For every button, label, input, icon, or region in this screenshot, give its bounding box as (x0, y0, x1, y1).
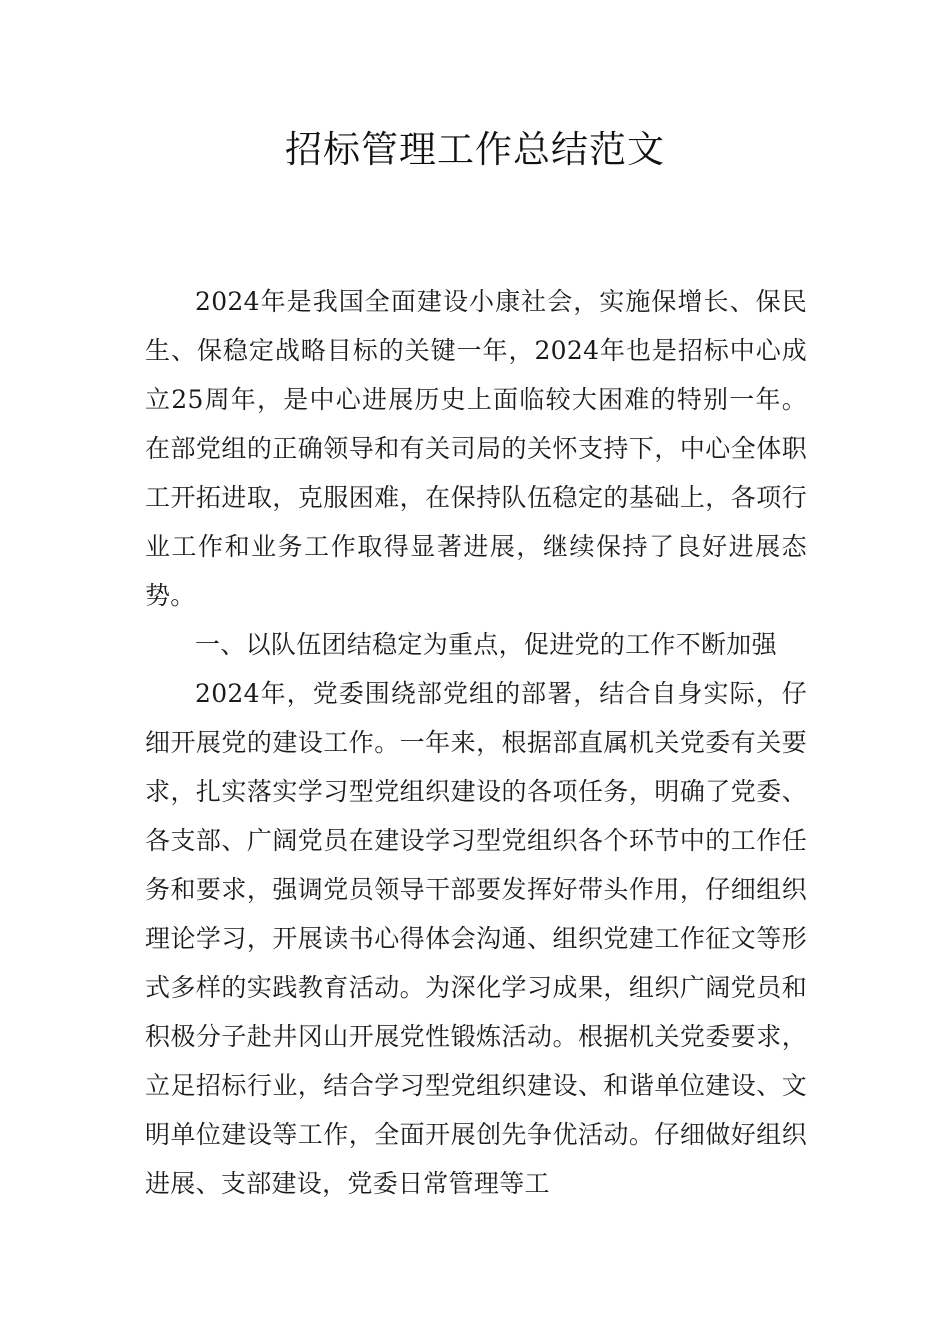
paragraph-intro: 2024年是我国全面建设小康社会，实施保增长、保民生、保稳定战略目标的关键一年，2024年也是招标中心成立25周年，是中心进展历史上面临较大困难的特别一年。在部党组的正确领导和有关司局的关怀支持下，中心全体职工开拓进取，克服困难，在保持队伍稳定的基础上，各项行业工作和业务工作取得显著进展，继续保持了良好进展态势。 (145, 287, 807, 610)
document-body (145, 277, 807, 1208)
document-title: 招标管理工作总结范文 (285, 128, 665, 171)
section-heading-1: 一、以队伍团结稳定为重点，促进党的工作不断加强 (195, 630, 777, 659)
paragraph-party-work: 2024年，党委围绕部党组的部署，结合自身实际，仔细开展党的建设工作。一年来，根据部直属机关党委有关要求，扎实落实学习型党组织建设的各项任务，明确了党委、各支部、广阔党员在建设学习型党组织各个环节中的工作任务和要求，强调党员领导干部要发挥好带头作用，仔细组织理论学习，开展读书心得体会沟通、组织党建工作征文等形式多样的实践教育活动。为深化学习成果，组织广阔党员和积极分子赴井冈山开展党性锻炼活动。根据机关党委要求，立足招标行业，结合学习型党组织建设、和谐单位建设、文明单位建设等工作，全面开展创先争优活动。仔细做好组织进展、支部建设，党委日常管理等工 (145, 679, 807, 1198)
